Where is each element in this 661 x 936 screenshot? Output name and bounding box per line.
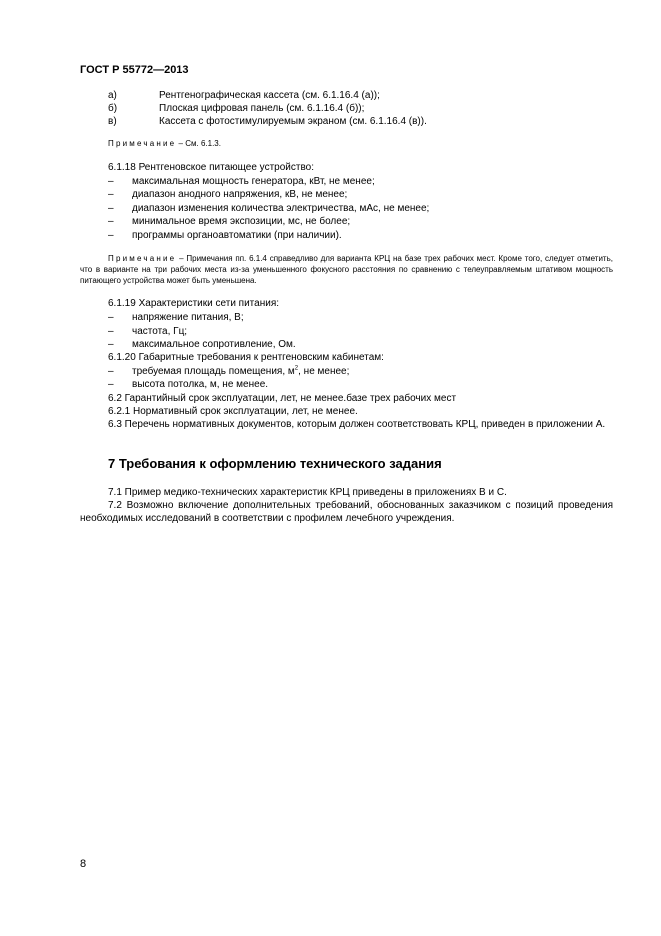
list-text: Кассета с фотостимулируемым экраном (см. 6.1.16.4 (в)). — [159, 116, 427, 127]
paragraph-6-1-20: 6.1.20 Габаритные требования к рентгеновским кабинетам: — [108, 352, 384, 363]
list-text: Рентгенографическая кассета (см. 6.1.16.4 (а)); — [159, 90, 380, 101]
list-text: высота потолка, м, не менее. — [132, 379, 269, 390]
paragraph-6-3: 6.3 Перечень нормативных документов, которым должен соответствовать КРЦ, приведен в приложении А. — [108, 419, 606, 430]
list-dash: – — [108, 176, 114, 187]
note-dash: – — [176, 139, 186, 148]
list-dash: – — [108, 230, 114, 241]
superscript: 2 — [294, 365, 299, 372]
list-text: частота, Гц; — [132, 326, 188, 337]
section-7-title: 7 Требования к оформлению технического задания — [108, 456, 442, 471]
list-text-main: требуемая площадь помещения, м — [132, 366, 295, 377]
list-text: максимальное сопротивление, Ом. — [132, 339, 296, 350]
list-text: минимальное время экспозиции, мс, не более; — [132, 216, 351, 227]
paragraph-6-2: 6.2 Гарантийный срок эксплуатации, лет, не менее.базе трех рабочих мест — [108, 393, 457, 404]
list-text: программы органоавтоматики (при наличии). — [132, 230, 342, 241]
paragraph-6-1-19: 6.1.19 Характеристики сети питания: — [108, 298, 280, 309]
document-header: ГОСТ Р 55772—2013 — [80, 64, 189, 76]
list-dash: – — [108, 216, 114, 227]
list-text: диапазон изменения количества электричества, мАс, не менее; — [132, 203, 430, 214]
list-marker: а) — [108, 90, 117, 101]
note-6-1-3 — [108, 139, 221, 148]
list-marker: в) — [108, 116, 117, 127]
list-dash: – — [108, 379, 114, 390]
note-label: Примечание — [108, 254, 177, 263]
note-text: См. 6.1.3. — [185, 139, 221, 148]
list-dash: – — [108, 203, 114, 214]
list-dash: – — [108, 366, 114, 377]
note-text: Примечания пп. 6.1.4 справедливо для варианта КРЦ на базе трех рабочих мест. Кроме того, следует отметить, что в варианте на три рабочих места из-за уменьшенного фокусного расстояния по сравнению с телеуправляемым штативом мощность питающего устройства может быть уменьшена. — [80, 254, 613, 285]
list-text: напряжение питания, В; — [132, 312, 244, 323]
paragraph-7-2: 7.2 Возможно включение дополнительных требований, обоснованных заказчиком с позиций проведения необходимых исследований в соответствии с профилем лечебного учреждения. — [80, 500, 613, 524]
paragraph-6-1-18: 6.1.18 Рентгеновское питающее устройство: — [108, 162, 314, 173]
list-text: диапазон анодного напряжения, кВ, не менее; — [132, 189, 348, 200]
paragraph-7-1: 7.1 Пример медико-технических характеристик КРЦ приведены в приложениях В и С. — [108, 487, 507, 498]
list-dash: – — [108, 339, 114, 350]
list-dash: – — [108, 312, 114, 323]
list-text: Плоская цифровая панель (см. 6.1.16.4 (б)); — [159, 103, 365, 114]
note-variant — [80, 253, 613, 286]
list-marker: б) — [108, 103, 118, 114]
paragraph-6-2-1: 6.2.1 Нормативный срок эксплуатации, лет, не менее. — [108, 406, 358, 417]
list-dash: – — [108, 326, 114, 337]
list-text — [132, 365, 349, 378]
list-dash: – — [108, 189, 114, 200]
list-text: максимальная мощность генератора, кВт, не менее; — [132, 176, 375, 187]
list-text-tail: , не менее; — [298, 366, 350, 377]
page-number: 8 — [80, 858, 87, 870]
note-dash: – — [176, 254, 187, 263]
note-label: Примечание — [108, 139, 177, 148]
